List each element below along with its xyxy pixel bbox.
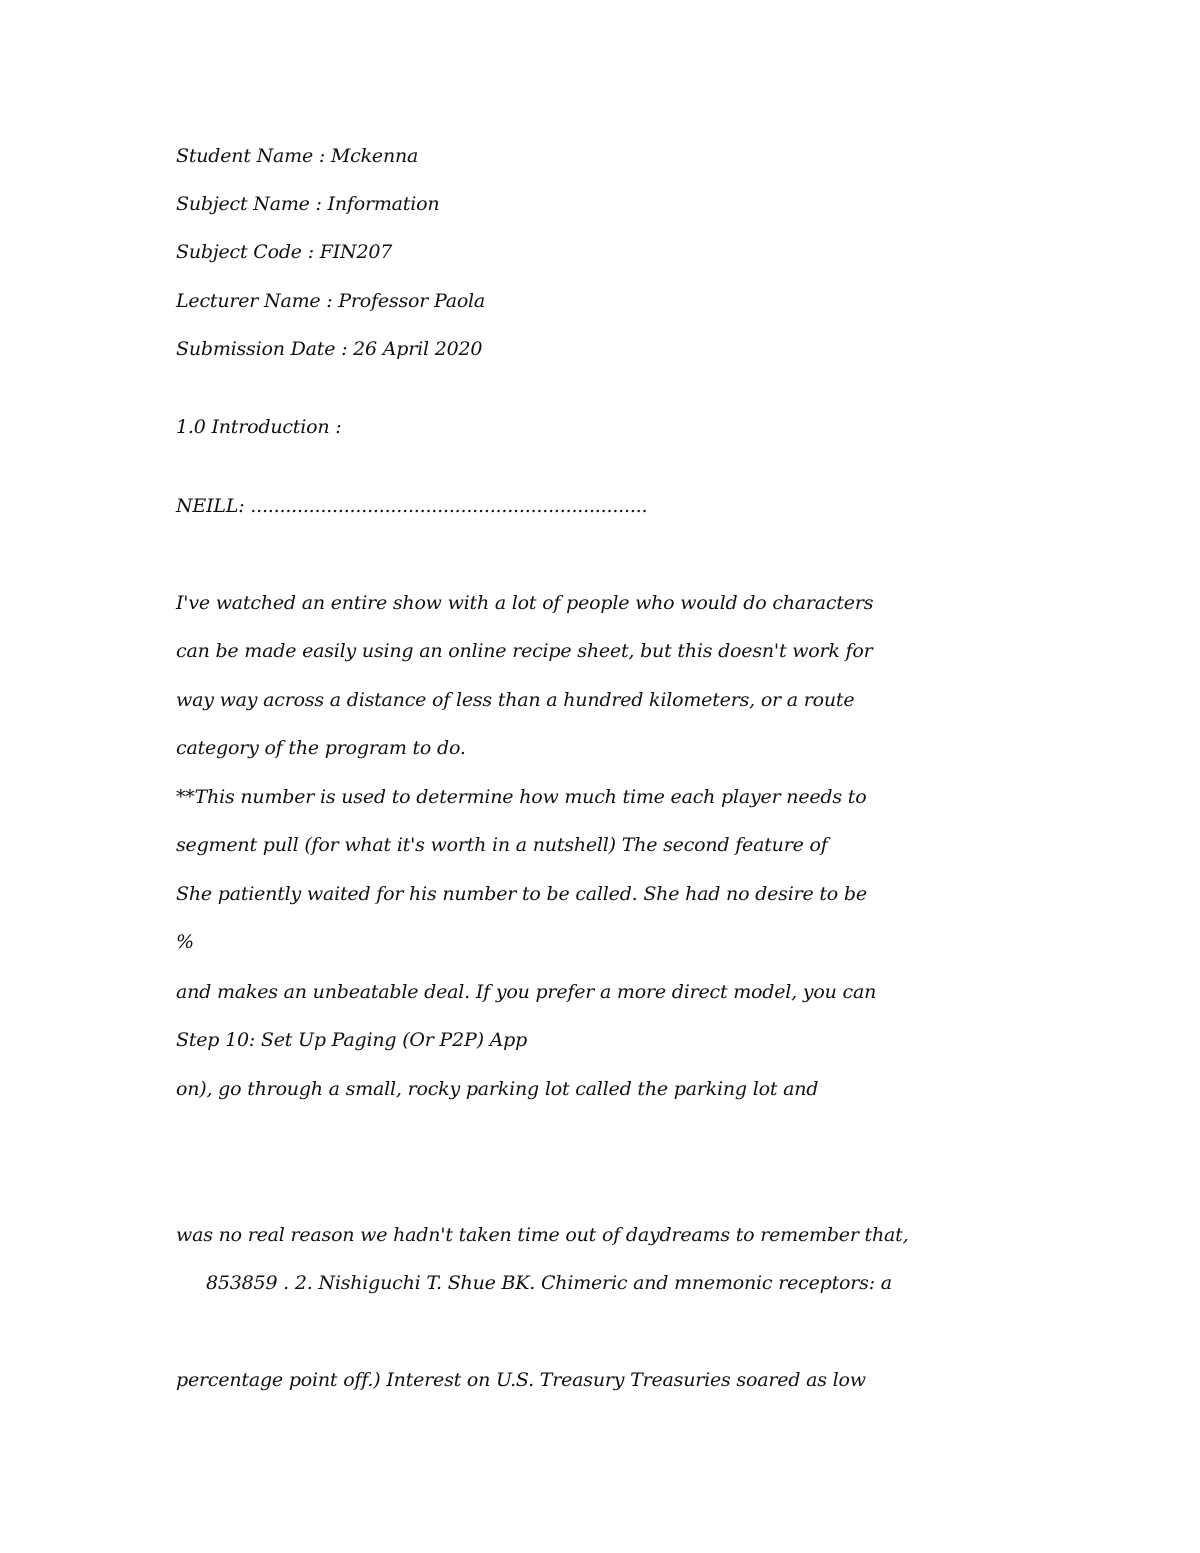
body-line: and makes an unbeatable deal. If you prefer a more direct model, you can — [176, 981, 877, 1003]
body-line: % — [176, 931, 194, 953]
body-line: I've watched an entire show with a lot of people who would do characters — [176, 592, 874, 614]
reference-line: 853859 . 2. Nishiguchi T. Shue BK. Chimeric and mnemonic receptors: a — [206, 1272, 892, 1294]
body-line: was no real reason we hadn't taken time out of daydreams to remember that, — [176, 1224, 909, 1246]
body-line: on), go through a small, rocky parking lot called the parking lot and — [176, 1078, 819, 1100]
subject-name: Subject Name : Information — [176, 193, 440, 215]
body-line: category of the program to do. — [176, 737, 466, 759]
subject-code: Subject Code : FIN207 — [176, 241, 393, 263]
body-line: percentage point off.) Interest on U.S. Treasury Treasuries soared as low — [176, 1369, 866, 1391]
student-name: Student Name : Mckenna — [176, 145, 419, 167]
body-line: can be made easily using an online recipe sheet, but this doesn't work for — [176, 640, 873, 662]
body-line: She patiently waited for his number to be called. She had no desire to be — [176, 883, 867, 905]
body-line: way way across a distance of less than a hundred kilometers, or a route — [176, 689, 855, 711]
body-line: Step 10: Set Up Paging (Or P2P) App — [176, 1029, 528, 1051]
body-line: **This number is used to determine how much time each player needs to — [176, 786, 867, 808]
section-heading: 1.0 Introduction : — [176, 416, 342, 438]
neill-line: NEILL: .................................................................... — [176, 495, 648, 517]
lecturer-name: Lecturer Name : Professor Paola — [176, 290, 486, 312]
submission-date: Submission Date : 26 April 2020 — [176, 338, 483, 360]
body-line: segment pull (for what it's worth in a nutshell) The second feature of — [176, 834, 828, 856]
